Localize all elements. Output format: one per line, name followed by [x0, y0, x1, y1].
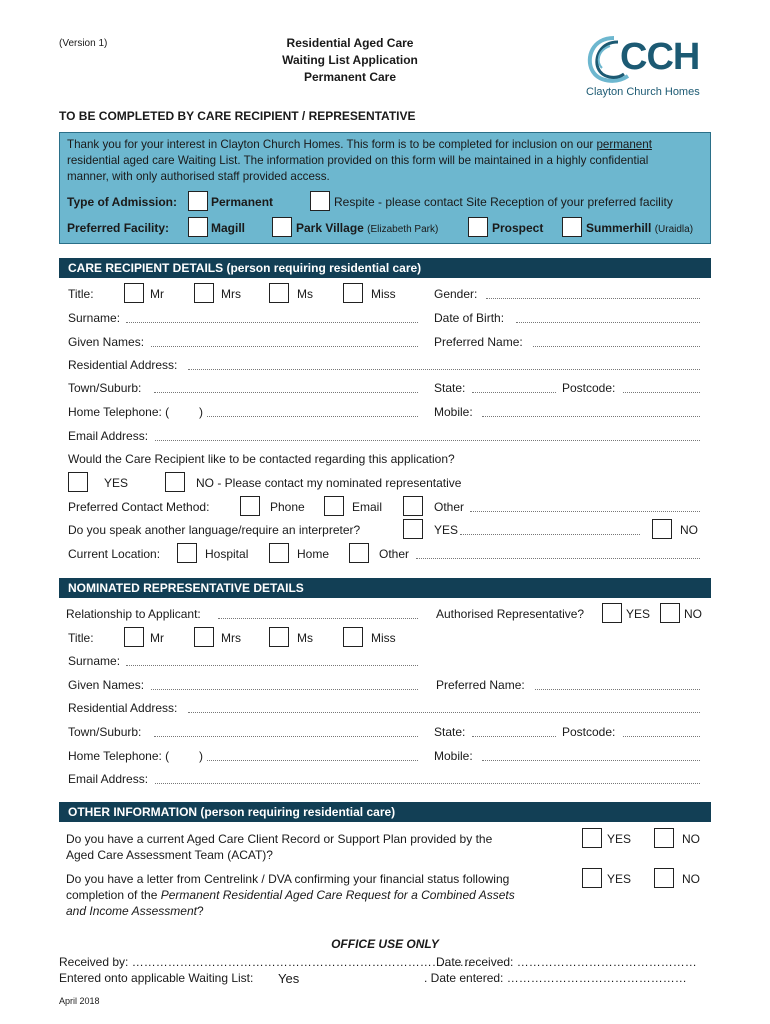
cr-state-label: State:	[434, 381, 466, 395]
rep-town-label: Town/Suburb:	[68, 725, 142, 739]
rep-authorised-yes-checkbox[interactable]	[602, 603, 622, 623]
date-received: Date received: ………………………………………	[436, 955, 697, 969]
rep-postcode-label: Postcode:	[562, 725, 616, 739]
cr-contact-yes-checkbox[interactable]	[68, 472, 88, 492]
centrelink-line3-end: ?	[196, 904, 204, 918]
rep-miss-checkbox[interactable]	[343, 627, 363, 647]
cr-address-field[interactable]	[188, 369, 700, 370]
cr-phone-checkbox[interactable]	[240, 496, 260, 516]
intro-line3: manner, with only authorised staff provided access.	[67, 170, 330, 183]
rep-title-label: Title:	[68, 631, 94, 645]
cr-email-field[interactable]	[155, 440, 700, 441]
cr-language-yes-label: YES	[434, 523, 459, 537]
cr-mrs-label: Mrs	[221, 287, 241, 301]
logo-subtext: Clayton Church Homes	[586, 86, 700, 98]
acat-no-checkbox[interactable]	[654, 828, 674, 848]
entered-waiting-list-value: Yes	[278, 971, 300, 986]
rep-relationship-label: Relationship to Applicant:	[66, 607, 201, 621]
cr-mobile-field[interactable]	[482, 416, 700, 417]
rep-mrs-label: Mrs	[221, 631, 241, 645]
cr-contact-no-label: NO - Please contact my nominated representative	[196, 476, 462, 490]
rep-miss-label: Miss	[371, 631, 396, 645]
prospect-label: Prospect	[492, 221, 544, 235]
rep-state-label: State:	[434, 725, 466, 739]
cr-email-option-label: Email	[352, 500, 383, 514]
form-title-line1: Residential Aged Care	[286, 36, 414, 50]
rep-ms-checkbox[interactable]	[269, 627, 289, 647]
acat-question-line1: Do you have a current Aged Care Client Record or Support Plan provided by the	[66, 832, 493, 846]
park-village-label	[296, 221, 438, 235]
rep-email-label: Email Address:	[68, 772, 149, 786]
admission-type-label: Type of Admission:	[67, 195, 178, 209]
cr-email-label: Email Address:	[68, 429, 149, 443]
cr-hospital-label: Hospital	[205, 547, 249, 561]
cr-ms-checkbox[interactable]	[269, 283, 289, 303]
rep-authorised-label: Authorised Representative?	[436, 607, 585, 621]
cr-address-label: Residential Address:	[68, 358, 178, 372]
permanent-label: Permanent	[211, 195, 274, 209]
rep-address-field[interactable]	[188, 712, 700, 713]
rep-ms-label: Ms	[297, 631, 313, 645]
cr-postcode-field[interactable]	[623, 392, 700, 393]
acat-question-line2: Aged Care Assessment Team (ACAT)?	[66, 848, 273, 862]
representative-heading: NOMINATED REPRESENTATIVE DETAILS	[59, 578, 711, 598]
summerhill-label	[586, 221, 693, 235]
rep-mobile-field[interactable]	[482, 760, 700, 761]
cr-language-no-label: NO	[680, 523, 698, 537]
cr-phone-label: Phone	[270, 500, 305, 514]
cr-surname-label: Surname:	[68, 311, 121, 325]
office-use-heading: OFFICE USE ONLY	[331, 937, 439, 951]
cr-town-label: Town/Suburb:	[68, 381, 142, 395]
cch-logo	[584, 28, 714, 104]
respite-checkbox[interactable]	[310, 191, 330, 211]
cr-home-checkbox[interactable]	[269, 543, 289, 563]
rep-town-field[interactable]	[154, 736, 418, 737]
entered-waiting-list-label: Entered onto applicable Waiting List:	[59, 971, 254, 985]
other-info-heading: OTHER INFORMATION (person requiring residential care)	[59, 802, 711, 822]
rep-given-names-label: Given Names:	[68, 678, 145, 692]
centrelink-question-line1: Do you have a letter from Centrelink / DVA confirming your financial status following	[66, 872, 510, 886]
received-by: Received by: ………………………………………………………………………….	[59, 955, 472, 969]
cr-dob-label: Date of Birth:	[434, 311, 505, 325]
cr-preferred-name-label: Preferred Name:	[434, 335, 523, 349]
centrelink-yes-checkbox[interactable]	[582, 868, 602, 888]
intro-text-start: Thank you for your interest in Clayton Church Homes. This form is to be completed for inclusion on our	[67, 138, 597, 151]
centrelink-question-line3	[66, 904, 204, 918]
rep-given-names-field[interactable]	[151, 689, 418, 690]
rep-state-field[interactable]	[472, 736, 556, 737]
summerhill-checkbox[interactable]	[562, 217, 582, 237]
cr-contact-question: Would the Care Recipient like to be contacted regarding this application?	[68, 452, 455, 466]
magill-checkbox[interactable]	[188, 217, 208, 237]
cr-given-names-field[interactable]	[151, 346, 418, 347]
cr-other-method-label: Other	[434, 500, 465, 514]
logo-text: CCH	[620, 36, 700, 78]
acat-yes-checkbox[interactable]	[582, 828, 602, 848]
cr-miss-label: Miss	[371, 287, 396, 301]
cr-gender-label: Gender:	[434, 287, 478, 301]
cr-ms-label: Ms	[297, 287, 313, 301]
rep-mobile-label: Mobile:	[434, 749, 473, 763]
rep-address-label: Residential Address:	[68, 701, 178, 715]
rep-preferred-name-field[interactable]	[535, 689, 700, 690]
cr-other-method-checkbox[interactable]	[403, 496, 423, 516]
rep-authorised-yes-label: YES	[626, 607, 651, 621]
intro-underlined: permanent	[596, 138, 652, 151]
park-village-name: Park Village	[296, 221, 364, 235]
intro-panel	[59, 132, 711, 244]
facility-label: Preferred Facility:	[67, 221, 170, 235]
cr-contact-no-checkbox[interactable]	[165, 472, 185, 492]
acat-yes-label: YES	[607, 832, 632, 846]
cr-location-label: Current Location:	[68, 547, 161, 561]
cr-other-location-field[interactable]	[416, 558, 700, 559]
cr-home-label: Home	[297, 547, 330, 561]
park-village-checkbox[interactable]	[272, 217, 292, 237]
cr-miss-checkbox[interactable]	[343, 283, 363, 303]
centrelink-line2-start: completion of the	[66, 888, 161, 902]
intro-line1	[67, 138, 652, 151]
cr-postcode-label: Postcode:	[562, 381, 616, 395]
form-title-line2: Waiting List Application	[282, 53, 418, 67]
prospect-checkbox[interactable]	[468, 217, 488, 237]
magill-label: Magill	[211, 221, 246, 235]
footer-date: April 2018	[59, 996, 100, 1006]
cr-mobile-label: Mobile:	[434, 405, 473, 419]
cr-town-field[interactable]	[154, 392, 418, 393]
cr-other-location-checkbox[interactable]	[349, 543, 369, 563]
cr-email-checkbox[interactable]	[324, 496, 344, 516]
version-label: (Version 1)	[59, 38, 108, 49]
cr-other-location-label: Other	[379, 547, 410, 561]
rep-mr-label: Mr	[150, 631, 164, 645]
cr-surname-field[interactable]	[126, 322, 418, 323]
centrelink-no-label: NO	[682, 872, 700, 886]
care-recipient-heading: CARE RECIPIENT DETAILS (person requiring residential care)	[59, 258, 711, 278]
cr-hospital-checkbox[interactable]	[177, 543, 197, 563]
permanent-checkbox[interactable]	[188, 191, 208, 211]
completion-heading: TO BE COMPLETED BY CARE RECIPIENT / REPRESENTATIVE	[59, 109, 416, 123]
cr-language-yes-checkbox[interactable]	[403, 519, 423, 539]
cr-language-field[interactable]	[460, 534, 640, 535]
cr-mr-label: Mr	[150, 287, 164, 301]
acat-no-label: NO	[682, 832, 700, 846]
rep-home-tel-close: )	[199, 749, 203, 763]
rep-relationship-field[interactable]	[218, 618, 418, 619]
date-entered-text: Date entered: ………………………………………	[430, 971, 687, 985]
cr-gender-field[interactable]	[486, 298, 700, 299]
rep-preferred-name-label: Preferred Name:	[436, 678, 525, 692]
summerhill-sub: (Uraidla)	[654, 224, 694, 235]
cr-given-names-label: Given Names:	[68, 335, 145, 349]
form-title-line3: Permanent Care	[303, 70, 397, 84]
centrelink-no-checkbox[interactable]	[654, 868, 674, 888]
rep-postcode-field[interactable]	[623, 736, 700, 737]
cr-home-tel-label: Home Telephone: (	[68, 405, 170, 419]
respite-label: Respite - please contact Site Reception of your preferred facility	[334, 195, 673, 209]
cr-preferred-name-field[interactable]	[533, 346, 700, 347]
rep-authorised-no-checkbox[interactable]	[660, 603, 680, 623]
cr-mrs-checkbox[interactable]	[194, 283, 214, 303]
cr-state-field[interactable]	[472, 392, 556, 393]
centrelink-line2-italic: Permanent Residential Aged Care Request for a Combined Assets	[160, 888, 515, 902]
centrelink-yes-label: YES	[607, 872, 632, 886]
centrelink-question-line2	[66, 888, 515, 902]
intro-line2: residential aged care Waiting List. The information provided on this form will be maintained in a highly confidential	[67, 154, 649, 167]
date-entered: . Date entered: ………………………………………	[424, 971, 687, 985]
cr-contact-method-label: Preferred Contact Method:	[68, 500, 210, 514]
rep-home-tel-field[interactable]	[207, 760, 418, 761]
park-village-sub: (Elizabeth Park)	[367, 224, 439, 235]
cr-dob-field[interactable]	[516, 322, 700, 323]
cr-title-label: Title:	[68, 287, 94, 301]
cr-other-method-field[interactable]	[470, 511, 700, 512]
cr-language-no-checkbox[interactable]	[652, 519, 672, 539]
cr-mr-checkbox[interactable]	[124, 283, 144, 303]
rep-home-tel-label: Home Telephone: (	[68, 749, 170, 763]
summerhill-name: Summerhill	[586, 221, 652, 235]
rep-mr-checkbox[interactable]	[124, 627, 144, 647]
rep-email-field[interactable]	[155, 783, 700, 784]
cr-contact-yes-label: YES	[104, 476, 129, 490]
centrelink-line3-italic: and Income Assessment	[66, 904, 197, 918]
rep-surname-field[interactable]	[126, 665, 418, 666]
rep-surname-label: Surname:	[68, 654, 121, 668]
rep-authorised-no-label: NO	[684, 607, 702, 621]
rep-mrs-checkbox[interactable]	[194, 627, 214, 647]
cr-language-question: Do you speak another language/require an interpreter?	[68, 523, 361, 537]
cr-home-tel-close: )	[199, 405, 203, 419]
cr-home-tel-field[interactable]	[207, 416, 418, 417]
